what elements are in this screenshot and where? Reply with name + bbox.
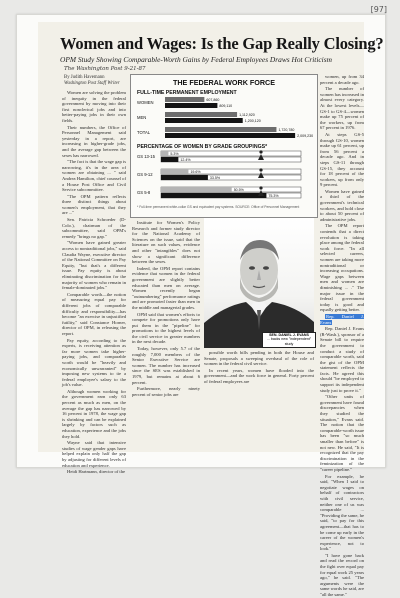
paragraph: "The OPM pattern reflects three distinct things about women's employment, that they are ..." [62, 193, 126, 216]
paragraph: For example, he said, "When I said to negotiate wages on behalf of contractors with civil service, neither one of us was comparable ... "Providing the same, he said, "to pay for this agreement—that has to be come up early in the career of the women's experience, not to look." [320, 473, 364, 552]
paragraph: Their numbers, the Office of Personnel Management said yesterday in a report, are increasing in higher-grade jobs, and the average gap between the sexes has narrowed. [62, 124, 126, 158]
paragraph: At steps GS-5 through GS-10, women make up 61 percent, up from 56 percent a decade ago. And in steps GS-11 through GS-15, they account for 18 percent of the workers, up from only 9 percent. [320, 131, 364, 188]
subheadline: OPM Study Showing Comparable-Worth Gains by Federal Employees Draws Hot Criticism [60, 55, 332, 64]
paragraph: OPM said that women's efforts to compete for promotions only have put them in the "pipeline" for promotions to the highest levels of the civil service in greater numbers in the next decade. [132, 311, 200, 345]
data-label: 1,112,920 [239, 113, 255, 117]
caption-name: SEN. DANIEL J. EVANS [269, 333, 309, 337]
category-label: GS 5-8 [137, 190, 151, 195]
category-label: MEN [137, 115, 147, 120]
chart-source-note: * Full-time permanent white-collar GS and equivalent pay systems. SOURCE: Office of Personnel Management [137, 205, 300, 209]
paragraph: Pay equity, according to the experts, is receiving attention as far more women take higher-paying jobs, and comparable worth would be "heavily and economically unwarranted" by imposing new systems to tie a federal employee's salary to the job's value. [62, 337, 126, 388]
bar-1986 [165, 133, 295, 138]
paragraph: "Other units of government have found discrepancies when they studied the situation," Evans said. The notion that the comparable-worth issue has been "so much smaller than before" is not new. He said, "It is recognized that the pay discrimination in the feminization of the "career pipeline." [320, 394, 365, 472]
bar-1986 [165, 103, 217, 108]
portrait-photo [204, 218, 314, 348]
bar-1976 [165, 127, 276, 132]
paragraph: Comparable worth—the notion of measuring equal pay for different jobs of comparable difficulty and responsibility—has become "an exercise in unjustified futility," said Constance Horner, director of OPM, in releasing the report. [62, 291, 126, 336]
paragraph: Women are solving the problem of inequity in the federal government by moving into their first nonclerical jobs and into better-paying jobs in their own fields. [62, 90, 126, 123]
bar-1986 [161, 193, 266, 198]
data-label: 33.5% [209, 176, 221, 180]
data-label: 1,200,120 [244, 119, 261, 123]
chart-panel-2-title: PERCENTAGE OF WOMEN BY GRADE GROUPINGS* [137, 144, 268, 150]
federal-work-force-chart [130, 74, 318, 218]
paragraph: Although women working for the government earn only 63 percent as much as men, on the average the gap has narrowed by 16 percent in 1978, the wage gap is shrinking and can be explained largely by factors such as education, experience and the jobs they hold. [62, 388, 126, 439]
category-label: GS 13-15 [137, 154, 155, 159]
article-column-2 [132, 220, 200, 446]
paragraph: Rep. Daniel J. Evans (R-Wash.), sponsor of a Senate bill to require the government to conduct a study of comparable worth, said the gist of the OPM statement reflects the facts. He agreed this should "be employed to support its independent study just to prove it." [320, 326, 364, 393]
paragraph: Women have gained a third of the government's technical workers, and hold close to about 50 percent of administrative jobs. [320, 188, 364, 222]
caption-detail: ... backs new "independent" study [266, 337, 312, 346]
chart-panel-1-title: FULL-TIME PERMANENT EMPLOYMENT [137, 90, 237, 96]
data-label: 19.6% [190, 170, 201, 174]
category-label: TOTAL [137, 130, 151, 135]
paragraph: Institute for Women's Policy Research and former study director for the National Academy of Sciences on the issue, said that the literature on such values, evidence and other "intangibles" does not show a significant difference between the sexes. [132, 220, 200, 265]
data-label: 809,110 [219, 104, 233, 108]
paragraph: Today, however, only 5.7 of the roughly 7,000 members of the Senior Executive Service are women. The number has increased since the SES was established in 1979, but remains at about 6 percent. [132, 346, 200, 385]
paragraph: women, up from 34 percent a decade ago. [320, 74, 364, 85]
paragraph: "The fact is that the wage gap is narrowing, it's in the area of women are obtaining ... " said Andrea Hamilton, chief counsel of a House Post Office and Civil Service subcommittee. [62, 159, 126, 193]
bar-1976 [165, 112, 237, 117]
page-number: [97] [370, 5, 387, 14]
byline-author: By Judith Havemann [64, 75, 105, 80]
person-icon [259, 186, 262, 189]
headline: Women and Wages: Is the Gap Really Closing? [60, 34, 384, 53]
paragraph: "I have gone back and read the record on the fight over equal pay for equal work 25 years ago," he said. "The arguments were the same words he said, are "all the same." [320, 552, 364, 598]
person-icon [259, 168, 262, 171]
bar-1986 [161, 157, 178, 162]
bar-1976 [165, 97, 204, 102]
paragraph: In recent years, women have flooded into the government—and the work force in general. Forty percent of federal employees are [204, 367, 314, 384]
bar-1976 [161, 169, 188, 174]
paragraph: The number of women has increased in almost every category. At the lowest levels—GS-1 to GS-4—women make up 75 percent of the workers, up from 67 percent in 1976. [320, 86, 365, 131]
article-column-3 [204, 350, 314, 446]
portrait-illustration [204, 218, 314, 348]
paragraph: "Women have gained greater access to nontraditional jobs," said Claudia Wayne, executive director of the National Committee on Pay Equity, "but that's a different issue. Pay equity is about eliminating discrimination for the majority of women who remain in female-dominated jobs." [62, 240, 126, 291]
byline [64, 75, 120, 87]
chart-svg [131, 75, 317, 217]
data-label: 12.4% [180, 158, 191, 162]
photo-caption [262, 332, 316, 348]
bar-1976 [161, 151, 168, 156]
paragraph: possible worth bills pending in both the House and Senate, proposals a sweeping overhaul of the role of women in the federal civil service. [204, 350, 314, 367]
data-label: 50.5% [233, 188, 244, 192]
paragraph: Wayne said that intensive studies of wage gender gaps have helped explain only half the gap by adjusting for different levels of education and experience. [62, 440, 126, 468]
article-column-1 [62, 90, 126, 475]
data-label: 75.3% [268, 194, 279, 198]
data-label: 1,720,780 [278, 128, 295, 132]
category-label: WOMEN [137, 100, 154, 105]
data-label: 2,009,230 [297, 134, 314, 138]
paragraph: Sen. Patricia Schroeder (D-Colo.), chairman of the subcommittee, said OPM's remedy "brings no gap." [62, 217, 126, 239]
highlighted-name: Rep. Daniel J. Evans [320, 313, 364, 325]
category-label: GS 9-12 [137, 172, 153, 177]
paragraph: The OPM report contends that a direct revolution is taking place among the federal work force. "In all selected careers, women are taking more nontraditional or increasing occupations. Wage gaps between men and women are diminishing ... ." The major issue in the federal government today is good and equally getting better. [320, 223, 364, 313]
bar-1986 [165, 118, 243, 123]
paragraph [320, 314, 364, 325]
article-column-4 [320, 74, 365, 598]
bar-track [161, 151, 301, 156]
chart-title: THE FEDERAL WORK FORCE [172, 78, 276, 87]
paragraph: Heidi Hartmann, director of the [67, 469, 126, 475]
data-label: 607,860 [206, 98, 220, 102]
data-label: 5.3% [170, 152, 179, 156]
person-icon [259, 150, 262, 153]
handwritten-source-note: The Washington Post 9-21-87 [64, 66, 146, 72]
bar-1986 [161, 175, 208, 180]
paragraph: Furthermore, nearly ninety percent of senior jobs are [132, 386, 200, 397]
paragraph: Indeed, the OPM report contains evidence that women in the federal government are slightly better educated than men on average. Women recently began "outnumbering" performance ratings and are promoted faster than men in the middle and managerial grades. [132, 265, 200, 310]
byline-role: Washington Post Staff Writer [64, 81, 120, 86]
bar-1976 [161, 187, 232, 192]
